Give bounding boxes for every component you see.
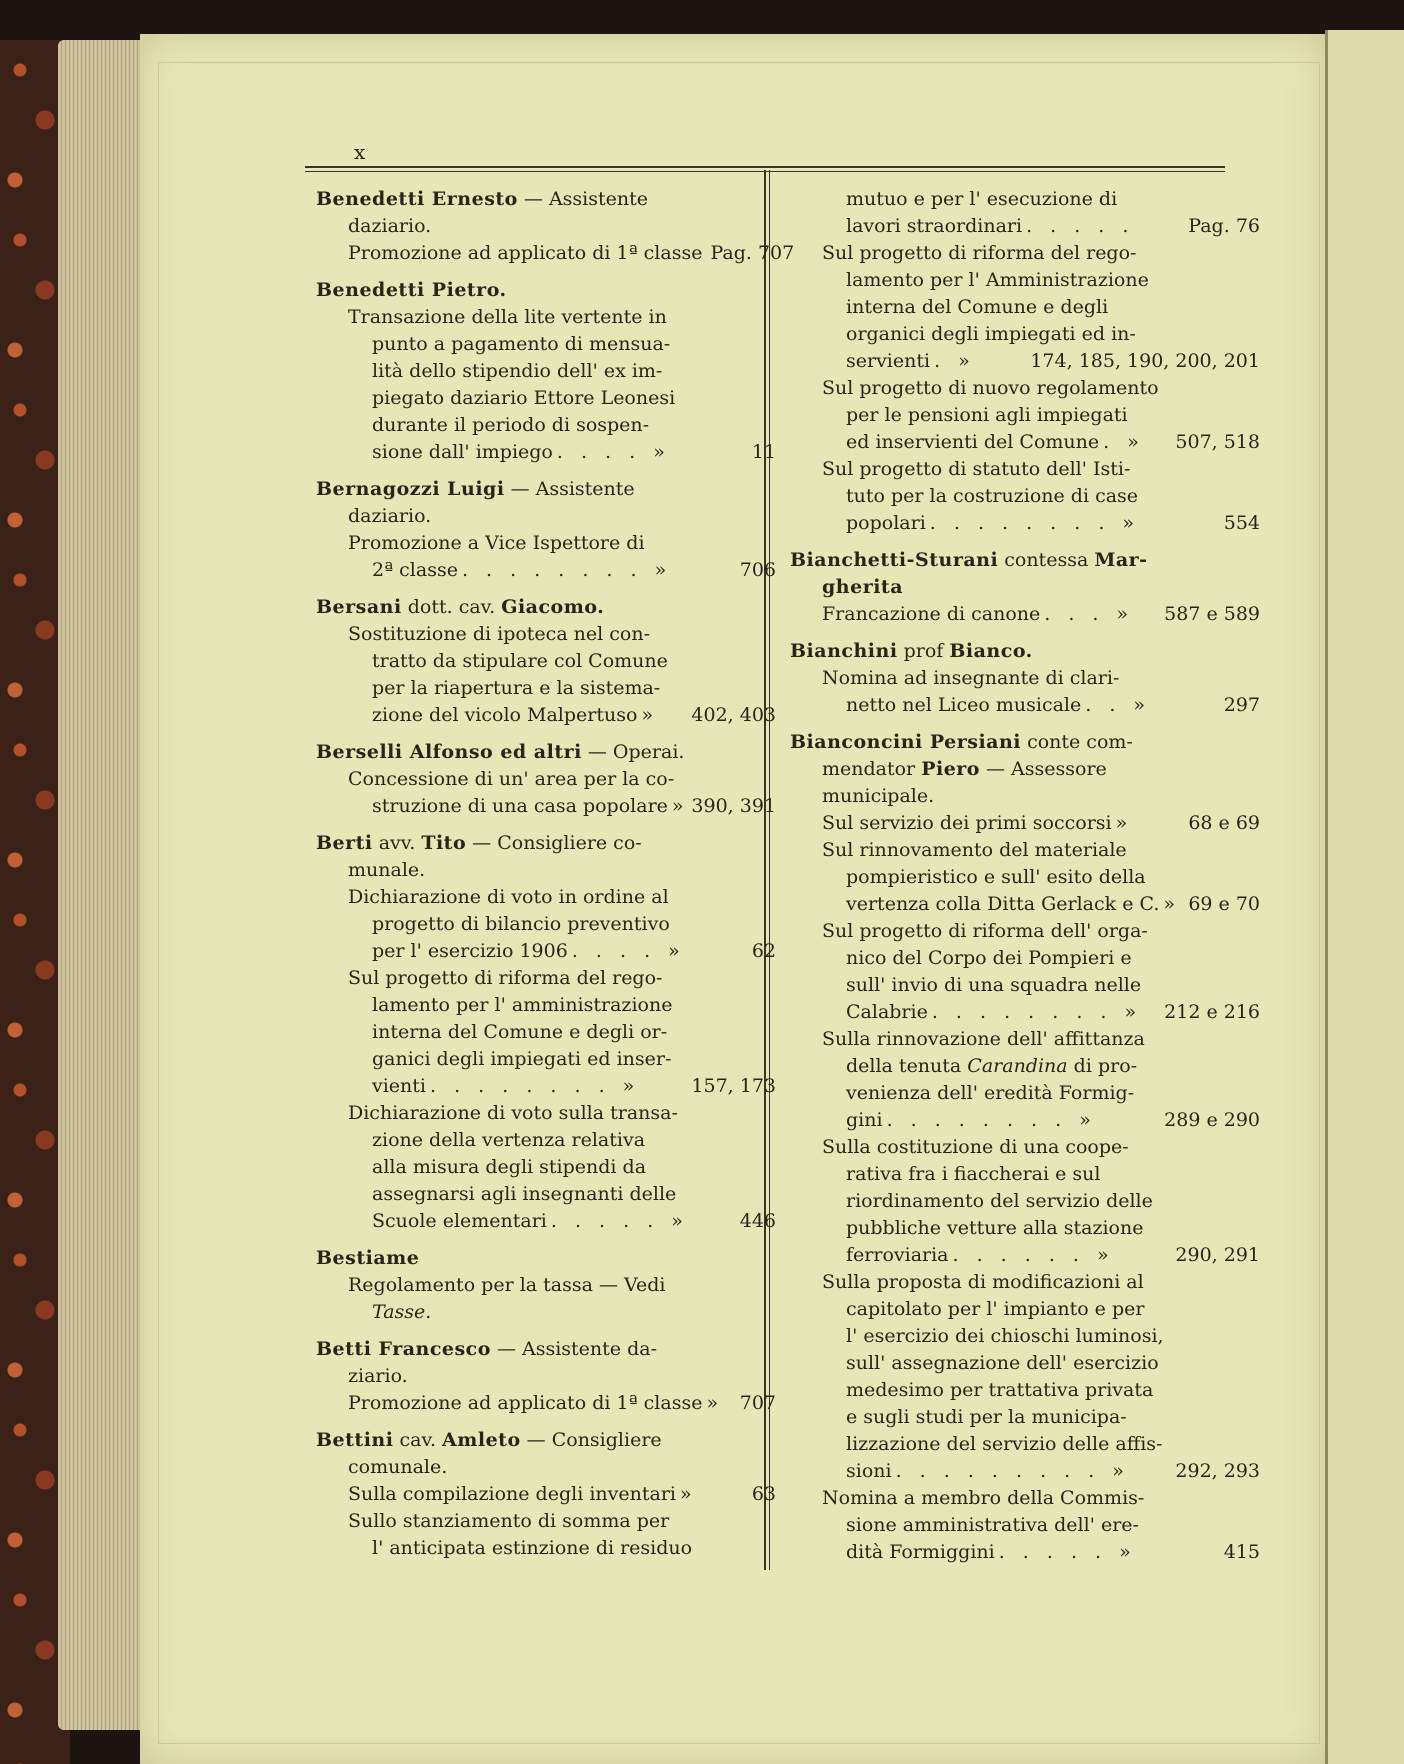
see-also-reference: Tasse. [372,1301,432,1323]
reference-text: zione del vicolo Malpertuso [372,704,638,726]
reference-text: struzione di una casa popolare [372,795,668,817]
entry-heading [790,729,1260,756]
reference-entry [316,439,776,466]
index-entry [316,186,795,267]
page-reference [740,1390,776,1417]
reference-text: dità Formiggini [846,1541,995,1563]
entry-name-part: gherita [822,576,904,598]
reference-line: Nomina a membro della Commis- [822,1487,1145,1509]
reference-entry [790,1458,1260,1485]
leader-dots: . . . . . . . . » [461,559,673,581]
entry-heading [316,1427,776,1454]
page-number-ref: 587 e 589 [1164,603,1260,625]
entry-name-part: Piero [921,758,980,780]
reference-line: progetto di bilancio preventivo [372,913,670,935]
page-reference [691,793,776,820]
reference-entry [316,557,776,584]
leader-dots: . . . . . . . . . » [895,1460,1130,1482]
reference-line: per le pensioni agli impiegati [846,404,1128,426]
reference-text: ferroviaria [846,1244,949,1266]
page-reference [1188,891,1260,918]
reference-entry [316,1390,776,1417]
entry-description-line: daziario. [348,215,432,237]
entry-heading [316,186,776,213]
leader-dots: » [1115,812,1134,834]
index-entry [316,277,776,466]
page-number-ref: 507, 518 [1175,431,1260,453]
index-entry [790,638,1260,719]
leader-dots: . . . . » [571,940,686,962]
page-number-ref: 68 e 69 [1188,812,1260,834]
reference-line: lizzazione del servizio delle affis- [846,1433,1163,1455]
entry-name: Bestiame [316,1247,420,1269]
entry-name-part: Giacomo. [501,596,605,618]
leader-dots: . . . . . . . . » [886,1109,1097,1131]
text: di pro- [1067,1055,1138,1077]
leader-dots: . . . . . » [550,1210,689,1232]
reference-line: per la riapertura e la sistema- [372,677,661,699]
entry-heading [316,739,776,766]
entry-name-part: Tito [421,832,467,854]
page-number: x [354,140,366,164]
page-reference [740,1208,776,1235]
entry-name: Betti Francesco [316,1338,491,1360]
reference-line: sull' invio di una squadra nelle [846,974,1142,996]
reference-text: Francazione di canone [822,603,1041,625]
reference-text: Sulla compilazione degli inventari [348,1483,676,1505]
reference-entry [790,429,1260,456]
entry-description: — Assistente da- [490,1338,657,1360]
reference-text: per l' esercizio 1906 [372,940,568,962]
page-reference [1188,810,1260,837]
reference-line: tuto per la costruzione di case [846,485,1139,507]
page-label: Pag. [1188,215,1230,237]
page-reference [1224,692,1260,719]
entry-heading [316,830,776,857]
reference-line: Regolamento per la tassa — Vedi [348,1274,666,1296]
leader-dots: . » [934,350,976,372]
page-reference [1164,601,1260,628]
page-reference [1164,999,1260,1026]
leader-dots: . » [1103,431,1145,453]
reference-text: netto nel Liceo musicale [846,694,1082,716]
page-number-ref: 554 [1223,512,1260,534]
text: della tenuta [846,1055,968,1077]
leader-dots: . . . . . [1026,215,1135,237]
reference-line: sione amministrativa dell' ere- [846,1514,1139,1536]
reference-line: mutuo e per l' esecuzione di [846,188,1118,210]
leader-dots: . . . . . . . . » [931,1001,1143,1023]
leader-dots: . . . . . » [998,1541,1137,1563]
index-column-right [790,186,1260,1576]
reference-entry [316,702,776,729]
reference-line: pompieristico e sull' esito della [846,866,1146,888]
page-reference [691,702,776,729]
reference-line: capitolato per l' impianto e per [846,1298,1145,1320]
entry-heading [316,1336,776,1363]
reference-line: Sul progetto di nuovo regolamento [822,377,1159,399]
text: mendator [822,758,922,780]
index-entry [316,594,776,729]
page-reference [1188,213,1260,240]
page-number-ref: 63 [751,1483,776,1505]
reference-text: ed inservienti del Comune [846,431,1100,453]
reference-entry [316,240,795,267]
reference-line: lamento per l' Amministrazione [846,269,1149,291]
entry-name: Berselli Alfonso ed altri [316,741,582,763]
page-number-ref: 292, 293 [1175,1460,1260,1482]
page-reference [1224,1539,1260,1566]
reference-line [790,1053,1260,1080]
reference-entry [790,1539,1260,1566]
entry-title: prof [897,640,950,662]
leader-dots: . . » [1085,694,1152,716]
reference-text: Sul servizio dei primi soccorsi [822,812,1112,834]
index-entry [316,1427,776,1562]
entry-description: — Assistente [504,478,635,500]
reference-entry [790,1107,1260,1134]
reference-line: medesimo per trattativa privata [846,1379,1154,1401]
reference-line: ganici degli impiegati ed inser- [372,1048,672,1070]
index-entry [316,1245,776,1326]
page-reference [691,1073,776,1100]
reference-line: Sulla rinnovazione dell' affittanza [822,1028,1145,1050]
reference-line: alla misura degli stipendi da [372,1156,647,1178]
entry-heading [790,638,1260,665]
page-reference [1030,348,1260,375]
page-number-ref: 290, 291 [1175,1244,1260,1266]
entry-description: — Consigliere [520,1429,662,1451]
entry-description-line: munale. [348,859,426,881]
reference-line: nico del Corpo dei Pompieri e [846,947,1132,969]
page-number-ref: 62 [751,940,776,962]
page-reference [1175,1242,1260,1269]
entry-description-line [790,756,1260,783]
page-reference [1175,429,1260,456]
reference-line: Nomina ad insegnante di clari- [822,667,1120,689]
entry-name-part: Bianco. [949,640,1033,662]
reference-text: sioni [846,1460,892,1482]
reference-line: organici degli impiegati ed in- [846,323,1136,345]
reference-text: Scuole elementari [372,1210,547,1232]
page-number-ref: 174, 185, 190, 200, 201 [1030,350,1260,372]
reference-entry [316,1208,776,1235]
entry-heading [790,547,1260,574]
entry-title: contessa [998,549,1095,571]
index-entry [316,476,776,584]
entry-heading [316,1245,776,1272]
reference-line: Concessione di un' area per la co- [348,768,675,790]
reference-line: Sullo stanziamento di somma per [348,1510,670,1532]
entry-description-line: ziario. [348,1365,408,1387]
page-reference [740,557,776,584]
reference-line: Sul progetto di riforma del rego- [822,242,1137,264]
entry-name: Bettini [316,1429,394,1451]
entry-description: — Assistente [517,188,648,210]
entry-name-part: Mar- [1094,549,1148,571]
leader-dots: . . . . . . . . » [929,512,1141,534]
leader-dots: . . . » [1044,603,1135,625]
entry-description: — Consigliere co- [466,832,642,854]
reference-line: interna del Comune e degli [846,296,1109,318]
reference-line: Sulla proposta di modificazioni al [822,1271,1144,1293]
page-number-ref: 289 e 290 [1164,1109,1260,1131]
reference-line: lamento per l' amministrazione [372,994,673,1016]
entry-title: conte com- [1021,731,1133,753]
reference-text: lavori straordinari [846,215,1023,237]
reference-line: e sugli studi per la municipa- [846,1406,1127,1428]
reference-line: zione della vertenza relativa [372,1129,646,1151]
reference-text: sione dall' impiego [372,441,553,463]
reference-entry [790,213,1260,240]
reference-line: Sul progetto di riforma dell' orga- [822,920,1148,942]
reference-text: popolari [846,512,926,534]
reference-entry [316,1073,776,1100]
entry-name: Bersani [316,596,402,618]
reference-line: punto a pagamento di mensua- [372,333,671,355]
reference-line: Sostituzione di ipoteca nel con- [348,623,651,645]
entry-heading [316,277,776,304]
page-number-ref: 76 [1235,215,1260,237]
reference-text: 2ª classe [372,559,458,581]
text: — Assessore [979,758,1107,780]
reference-line: Sul progetto di riforma del rego- [348,967,663,989]
header-rule [305,166,1225,168]
reference-line: durante il periodo di sospen- [372,414,650,436]
entry-name: Bianchetti-Sturani [790,549,999,571]
entry-description-line: comunale. [348,1456,448,1478]
page-label: Pag. [710,242,752,264]
reference-text: vertenza colla Ditta Gerlack e C. [846,893,1160,915]
reference-line: Promozione a Vice Ispettore di [348,532,645,554]
entry-description-line: daziario. [348,505,432,527]
leader-dots: » [1163,893,1182,915]
entry-name: Bianchini [790,640,898,662]
leader-dots: » [671,795,690,817]
page-number-ref: 390, 391 [691,795,776,817]
reference-line: l' anticipata estinzione di residuo [372,1537,693,1559]
leader-dots: . . . . . . . . » [430,1075,641,1097]
index-entry [316,830,776,1235]
page-reference [710,240,794,267]
page-reference [1164,1107,1260,1134]
page-number-ref: 706 [739,559,776,581]
entry-description: — Operai. [581,741,685,763]
reference-entry [790,999,1260,1026]
reference-entry [790,810,1260,837]
reference-line: Sul progetto di statuto dell' Isti- [822,458,1131,480]
reference-entry [316,1481,776,1508]
index-entry [790,729,1260,1566]
entry-name: Bernagozzi Luigi [316,478,505,500]
leader-dots: . . . . . . » [952,1244,1115,1266]
reference-text: servienti [846,350,931,372]
page-number-ref: 402, 403 [691,704,776,726]
leader-dots: » [641,704,660,726]
reference-entry [790,510,1260,537]
page-number-ref: 446 [739,1210,776,1232]
reference-entry [790,601,1260,628]
entry-name: Bianconcini Persiani [790,731,1022,753]
reference-line: Sul rinnovamento del materiale [822,839,1127,861]
reference-text: gini [846,1109,883,1131]
reference-line: interna del Comune e degli or- [372,1021,668,1043]
page-number-ref: 212 e 216 [1164,1001,1260,1023]
reference-text: vienti [372,1075,427,1097]
entry-title: cav. [393,1429,443,1451]
reference-entry [790,1242,1260,1269]
page-number-ref: 11 [751,441,776,463]
reference-line: l' esercizio dei chioschi luminosi, [846,1325,1164,1347]
entry-heading [316,476,776,503]
reference-entry [790,692,1260,719]
page-number-ref: 157, 173 [691,1075,776,1097]
page-reference [1175,1458,1260,1485]
reference-line: pubbliche vetture alla stazione [846,1217,1144,1239]
entry-description-line: municipale. [822,785,935,807]
page-reference [1224,510,1260,537]
index-entry [316,1336,776,1417]
page-number-ref: 707 [757,242,795,264]
opposite-page-edge [1325,30,1404,1764]
entry-name-part: Amleto [442,1429,521,1451]
reference-text: Promozione ad applicato di 1ª classe [348,242,703,264]
italic-text: Carandina [967,1055,1068,1077]
reference-line: Dichiarazione di voto in ordine al [348,886,669,908]
reference-line: Dichiarazione di voto sulla transa- [348,1102,678,1124]
continued-entry [790,186,1260,537]
reference-line: assegnarsi agli insegnanti delle [372,1183,677,1205]
page-reference [752,938,776,965]
reference-entry [316,938,776,965]
entry-title: avv. [372,832,422,854]
entry-heading [316,594,776,621]
page-reference [752,439,776,466]
reference-line: riordinamento del servizio delle [846,1190,1153,1212]
reference-line: Sulla costituzione di una coope- [822,1136,1129,1158]
reference-line: rativa fra i fiaccherai e sul [846,1163,1101,1185]
entry-name: Benedetti Ernesto [316,188,518,210]
reference-entry [316,793,776,820]
reference-line: piegato daziario Ettore Leonesi [372,387,676,409]
page-number-ref: 297 [1223,694,1260,716]
leader-dots: . . . . » [556,441,671,463]
page-number-ref: 707 [739,1392,776,1414]
index-column-left [316,186,795,1572]
reference-line: venienza dell' eredità Formig- [846,1082,1135,1104]
reference-line: tratto da stipulare col Comune [372,650,668,672]
reference-text: Calabrie [846,1001,928,1023]
entry-title: dott. cav. [401,596,502,618]
reference-line: sull' assegnazione dell' esercizio [846,1352,1159,1374]
reference-line: Transazione della lite vertente in [348,306,667,328]
page-number-ref: 415 [1223,1541,1260,1563]
entry-name: Benedetti Pietro. [316,279,507,301]
reference-line: lità dello stipendio dell' ex im- [372,360,663,382]
page-number-ref: 69 e 70 [1188,893,1260,915]
leader-dots [702,240,710,267]
reference-text: Promozione ad applicato di 1ª classe [348,1392,703,1414]
entry-name: Berti [316,832,373,854]
leader-dots: » [706,1392,725,1414]
reference-entry [790,348,1260,375]
page-reference [752,1481,776,1508]
leader-dots: » [679,1483,698,1505]
reference-entry [790,891,1260,918]
index-entry [316,739,776,820]
index-entry [790,547,1260,628]
